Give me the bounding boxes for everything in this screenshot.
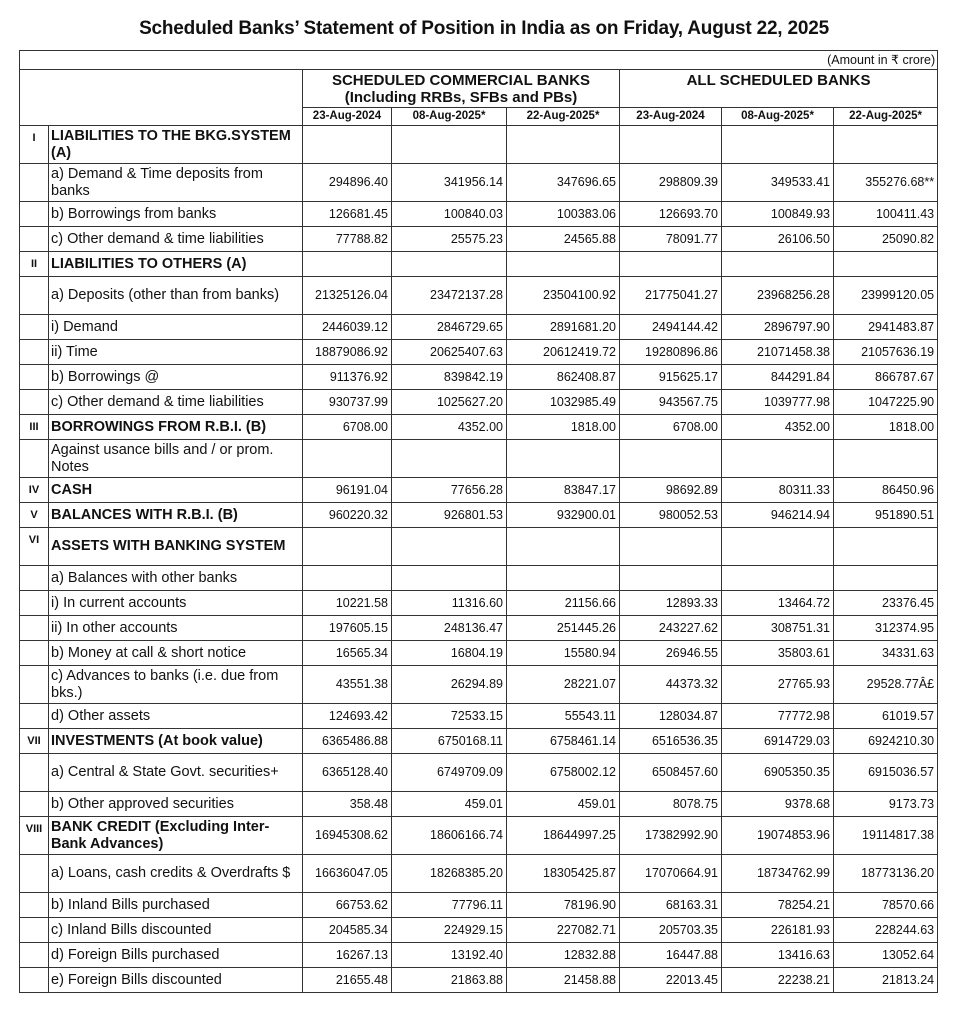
value-cell: 204585.34: [303, 918, 392, 943]
value-cell: 355276.68**: [834, 164, 938, 202]
value-cell: 926801.53: [392, 503, 507, 528]
value-cell: 9173.73: [834, 792, 938, 817]
value-cell: 78196.90: [507, 893, 620, 918]
value-cell: 21057636.19: [834, 340, 938, 365]
row-roman-numeral: [20, 315, 49, 340]
row-roman-numeral: IV: [20, 478, 49, 503]
value-cell: 9378.68: [722, 792, 834, 817]
value-cell: [303, 252, 392, 277]
value-cell: 28221.07: [507, 666, 620, 704]
value-cell: [507, 252, 620, 277]
value-cell: 341956.14: [392, 164, 507, 202]
value-cell: 78091.77: [620, 227, 722, 252]
value-cell: 930737.99: [303, 390, 392, 415]
row-roman-numeral: [20, 202, 49, 227]
value-cell: [507, 126, 620, 164]
row-roman-numeral: I: [20, 126, 49, 164]
value-cell: 100411.43: [834, 202, 938, 227]
value-cell: 23504100.92: [507, 277, 620, 315]
table-row: [20, 893, 938, 918]
date-header: 22-Aug-2025*: [834, 108, 938, 126]
row-roman-numeral: [20, 340, 49, 365]
value-cell: 68163.31: [620, 893, 722, 918]
value-cell: 126693.70: [620, 202, 722, 227]
value-cell: 4352.00: [392, 415, 507, 440]
row-label: c) Advances to banks (i.e. due from bks.): [49, 666, 303, 704]
value-cell: 243227.62: [620, 616, 722, 641]
row-label: ASSETS WITH BANKING SYSTEM: [49, 528, 303, 566]
date-header: 23-Aug-2024: [303, 108, 392, 126]
value-cell: 18734762.99: [722, 855, 834, 893]
row-label: b) Borrowings from banks: [49, 202, 303, 227]
value-cell: 16565.34: [303, 641, 392, 666]
table-row: [20, 729, 938, 754]
value-cell: [834, 566, 938, 591]
value-cell: 862408.87: [507, 365, 620, 390]
value-cell: 27765.93: [722, 666, 834, 704]
value-cell: 6914729.03: [722, 729, 834, 754]
value-cell: 224929.15: [392, 918, 507, 943]
value-cell: 6516536.35: [620, 729, 722, 754]
value-cell: [834, 528, 938, 566]
value-cell: 12893.33: [620, 591, 722, 616]
header-blank-cell: [20, 70, 303, 126]
page-title: Scheduled Banks’ Statement of Position in India as on Friday, August 22, 2025: [139, 18, 829, 39]
value-cell: 55543.11: [507, 704, 620, 729]
value-cell: 18305425.87: [507, 855, 620, 893]
value-cell: 77796.11: [392, 893, 507, 918]
table-row: [20, 440, 938, 478]
value-cell: 6749709.09: [392, 754, 507, 792]
value-cell: [392, 528, 507, 566]
row-roman-numeral: [20, 440, 49, 478]
value-cell: 128034.87: [620, 704, 722, 729]
value-cell: 349533.41: [722, 164, 834, 202]
row-roman-numeral: [20, 390, 49, 415]
value-cell: 312374.95: [834, 616, 938, 641]
row-label: LIABILITIES TO OTHERS (A): [49, 252, 303, 277]
value-cell: [620, 528, 722, 566]
table-row: [20, 478, 938, 503]
value-cell: 20625407.63: [392, 340, 507, 365]
table-row: [20, 340, 938, 365]
value-cell: 78254.21: [722, 893, 834, 918]
value-cell: 932900.01: [507, 503, 620, 528]
value-cell: 1032985.49: [507, 390, 620, 415]
row-roman-numeral: [20, 918, 49, 943]
value-cell: 6750168.11: [392, 729, 507, 754]
value-cell: 13192.40: [392, 943, 507, 968]
row-roman-numeral: [20, 704, 49, 729]
value-cell: [722, 126, 834, 164]
value-cell: 24565.88: [507, 227, 620, 252]
value-cell: 946214.94: [722, 503, 834, 528]
table-row: [20, 616, 938, 641]
row-label: CASH: [49, 478, 303, 503]
value-cell: 22013.45: [620, 968, 722, 993]
value-cell: 1039777.98: [722, 390, 834, 415]
value-cell: 6915036.57: [834, 754, 938, 792]
row-roman-numeral: [20, 591, 49, 616]
value-cell: 911376.92: [303, 365, 392, 390]
value-cell: 18268385.20: [392, 855, 507, 893]
value-cell: 21071458.38: [722, 340, 834, 365]
value-cell: 21655.48: [303, 968, 392, 993]
value-cell: 226181.93: [722, 918, 834, 943]
value-cell: 10221.58: [303, 591, 392, 616]
value-cell: 26106.50: [722, 227, 834, 252]
value-cell: 1818.00: [507, 415, 620, 440]
value-cell: 77788.82: [303, 227, 392, 252]
row-roman-numeral: [20, 616, 49, 641]
row-label: c) Inland Bills discounted: [49, 918, 303, 943]
row-label: b) Money at call & short notice: [49, 641, 303, 666]
value-cell: 2941483.87: [834, 315, 938, 340]
value-cell: 16945308.62: [303, 817, 392, 855]
row-label: a) Deposits (other than from banks): [49, 277, 303, 315]
row-roman-numeral: [20, 792, 49, 817]
table-row: [20, 528, 938, 566]
statement-table: [19, 50, 938, 993]
value-cell: 197605.15: [303, 616, 392, 641]
value-cell: 459.01: [507, 792, 620, 817]
value-cell: [507, 528, 620, 566]
row-label: BANK CREDIT (Excluding Inter-Bank Advances): [49, 817, 303, 855]
row-roman-numeral: III: [20, 415, 49, 440]
value-cell: 43551.38: [303, 666, 392, 704]
table-row: [20, 566, 938, 591]
row-roman-numeral: [20, 893, 49, 918]
value-cell: 21156.66: [507, 591, 620, 616]
value-cell: 951890.51: [834, 503, 938, 528]
value-cell: 347696.65: [507, 164, 620, 202]
value-cell: 19280896.86: [620, 340, 722, 365]
table-row: [20, 252, 938, 277]
value-cell: 308751.31: [722, 616, 834, 641]
row-label: i) Demand: [49, 315, 303, 340]
value-cell: 21325126.04: [303, 277, 392, 315]
value-cell: 61019.57: [834, 704, 938, 729]
table-row: [20, 855, 938, 893]
row-roman-numeral: V: [20, 503, 49, 528]
value-cell: 124693.42: [303, 704, 392, 729]
value-cell: 126681.45: [303, 202, 392, 227]
value-cell: 100849.93: [722, 202, 834, 227]
value-cell: 6708.00: [303, 415, 392, 440]
value-cell: 251445.26: [507, 616, 620, 641]
table-row: [20, 315, 938, 340]
row-roman-numeral: [20, 666, 49, 704]
group-header-all-scheduled-banks: ALL SCHEDULED BANKS: [620, 70, 938, 108]
value-cell: 26946.55: [620, 641, 722, 666]
row-roman-numeral: [20, 164, 49, 202]
value-cell: 66753.62: [303, 893, 392, 918]
value-cell: 23968256.28: [722, 277, 834, 315]
value-cell: 205703.35: [620, 918, 722, 943]
value-cell: 1047225.90: [834, 390, 938, 415]
value-cell: 23472137.28: [392, 277, 507, 315]
row-label: b) Inland Bills purchased: [49, 893, 303, 918]
table-row: [20, 126, 938, 164]
value-cell: 23999120.05: [834, 277, 938, 315]
table-row: [20, 164, 938, 202]
value-cell: 11316.60: [392, 591, 507, 616]
value-cell: 18773136.20: [834, 855, 938, 893]
row-label: BORROWINGS FROM R.B.I. (B): [49, 415, 303, 440]
value-cell: [834, 252, 938, 277]
value-cell: 4352.00: [722, 415, 834, 440]
value-cell: 13052.64: [834, 943, 938, 968]
value-cell: [722, 252, 834, 277]
value-cell: [834, 126, 938, 164]
value-cell: [620, 440, 722, 478]
row-label: c) Other demand & time liabilities: [49, 390, 303, 415]
scb-title: SCHEDULED COMMERCIAL BANKS: [331, 72, 591, 89]
value-cell: 83847.17: [507, 478, 620, 503]
row-label: e) Foreign Bills discounted: [49, 968, 303, 993]
value-cell: 86450.96: [834, 478, 938, 503]
value-cell: 2896797.90: [722, 315, 834, 340]
value-cell: 35803.61: [722, 641, 834, 666]
value-cell: 20612419.72: [507, 340, 620, 365]
row-label: i) In current accounts: [49, 591, 303, 616]
row-roman-numeral: [20, 855, 49, 893]
value-cell: 17070664.91: [620, 855, 722, 893]
value-cell: 6708.00: [620, 415, 722, 440]
value-cell: 2891681.20: [507, 315, 620, 340]
value-cell: 96191.04: [303, 478, 392, 503]
value-cell: 1025627.20: [392, 390, 507, 415]
row-roman-numeral: [20, 277, 49, 315]
value-cell: 29528.77Â£: [834, 666, 938, 704]
value-cell: 8078.75: [620, 792, 722, 817]
value-cell: 960220.32: [303, 503, 392, 528]
value-cell: [620, 566, 722, 591]
row-label: c) Other demand & time liabilities: [49, 227, 303, 252]
value-cell: [392, 252, 507, 277]
value-cell: [507, 440, 620, 478]
row-label: ii) In other accounts: [49, 616, 303, 641]
value-cell: 78570.66: [834, 893, 938, 918]
row-label: a) Loans, cash credits & Overdrafts $: [49, 855, 303, 893]
table-row: [20, 503, 938, 528]
value-cell: 16267.13: [303, 943, 392, 968]
table-row: [20, 390, 938, 415]
value-cell: 98692.89: [620, 478, 722, 503]
table-row: [20, 666, 938, 704]
value-cell: 18606166.74: [392, 817, 507, 855]
value-cell: [722, 440, 834, 478]
unit-note: (Amount in ₹ crore): [20, 51, 938, 70]
value-cell: 72533.15: [392, 704, 507, 729]
row-roman-numeral: [20, 943, 49, 968]
value-cell: 6365486.88: [303, 729, 392, 754]
value-cell: [392, 440, 507, 478]
value-cell: 15580.94: [507, 641, 620, 666]
group-header-scb: [303, 70, 620, 108]
value-cell: 2494144.42: [620, 315, 722, 340]
row-roman-numeral: VII: [20, 729, 49, 754]
value-cell: 22238.21: [722, 968, 834, 993]
value-cell: 21863.88: [392, 968, 507, 993]
value-cell: 12832.88: [507, 943, 620, 968]
row-label: a) Demand & Time deposits from banks: [49, 164, 303, 202]
row-roman-numeral: [20, 968, 49, 993]
value-cell: 866787.67: [834, 365, 938, 390]
value-cell: 21813.24: [834, 968, 938, 993]
row-label: b) Other approved securities: [49, 792, 303, 817]
value-cell: 2846729.65: [392, 315, 507, 340]
row-roman-numeral: [20, 227, 49, 252]
date-header: 08-Aug-2025*: [722, 108, 834, 126]
table-row: [20, 754, 938, 792]
row-roman-numeral: [20, 641, 49, 666]
value-cell: [507, 566, 620, 591]
value-cell: 18644997.25: [507, 817, 620, 855]
value-cell: 100383.06: [507, 202, 620, 227]
row-label: b) Borrowings @: [49, 365, 303, 390]
value-cell: 21458.88: [507, 968, 620, 993]
value-cell: [303, 440, 392, 478]
value-cell: [392, 566, 507, 591]
table-row: [20, 792, 938, 817]
date-header: 08-Aug-2025*: [392, 108, 507, 126]
value-cell: 980052.53: [620, 503, 722, 528]
value-cell: 943567.75: [620, 390, 722, 415]
row-roman-numeral: [20, 365, 49, 390]
value-cell: 6758002.12: [507, 754, 620, 792]
value-cell: 18879086.92: [303, 340, 392, 365]
value-cell: 228244.63: [834, 918, 938, 943]
value-cell: 80311.33: [722, 478, 834, 503]
value-cell: 6508457.60: [620, 754, 722, 792]
table-row: [20, 227, 938, 252]
value-cell: 17382992.90: [620, 817, 722, 855]
table-row: [20, 365, 938, 390]
table-row: [20, 943, 938, 968]
date-header: 22-Aug-2025*: [507, 108, 620, 126]
value-cell: 915625.17: [620, 365, 722, 390]
value-cell: 227082.71: [507, 918, 620, 943]
value-cell: 16447.88: [620, 943, 722, 968]
value-cell: [303, 126, 392, 164]
row-label: a) Central & State Govt. securities+: [49, 754, 303, 792]
row-label: Against usance bills and / or prom. Notes: [49, 440, 303, 478]
table-row: [20, 704, 938, 729]
table-row: [20, 817, 938, 855]
value-cell: 6758461.14: [507, 729, 620, 754]
value-cell: 6905350.35: [722, 754, 834, 792]
value-cell: [620, 252, 722, 277]
value-cell: 294896.40: [303, 164, 392, 202]
value-cell: 358.48: [303, 792, 392, 817]
table-row: [20, 202, 938, 227]
value-cell: 21775041.27: [620, 277, 722, 315]
value-cell: 1818.00: [834, 415, 938, 440]
value-cell: 77656.28: [392, 478, 507, 503]
value-cell: 16804.19: [392, 641, 507, 666]
value-cell: 6924210.30: [834, 729, 938, 754]
value-cell: 839842.19: [392, 365, 507, 390]
value-cell: [303, 566, 392, 591]
value-cell: 19114817.38: [834, 817, 938, 855]
value-cell: [303, 528, 392, 566]
value-cell: 459.01: [392, 792, 507, 817]
row-label: INVESTMENTS (At book value): [49, 729, 303, 754]
row-roman-numeral: [20, 754, 49, 792]
value-cell: 248136.47: [392, 616, 507, 641]
table-row: [20, 641, 938, 666]
value-cell: 19074853.96: [722, 817, 834, 855]
value-cell: [834, 440, 938, 478]
table-row: [20, 968, 938, 993]
value-cell: 6365128.40: [303, 754, 392, 792]
value-cell: [620, 126, 722, 164]
row-label: d) Foreign Bills purchased: [49, 943, 303, 968]
table-row: [20, 918, 938, 943]
value-cell: 16636047.05: [303, 855, 392, 893]
value-cell: 26294.89: [392, 666, 507, 704]
date-header: 23-Aug-2024: [620, 108, 722, 126]
row-label: ii) Time: [49, 340, 303, 365]
value-cell: [722, 528, 834, 566]
row-roman-numeral: [20, 566, 49, 591]
table-row: [20, 277, 938, 315]
value-cell: 298809.39: [620, 164, 722, 202]
value-cell: 77772.98: [722, 704, 834, 729]
value-cell: 844291.84: [722, 365, 834, 390]
row-roman-numeral: II: [20, 252, 49, 277]
table-row: [20, 591, 938, 616]
row-label: d) Other assets: [49, 704, 303, 729]
value-cell: 13416.63: [722, 943, 834, 968]
table-row: [20, 415, 938, 440]
statement-body: [20, 126, 938, 993]
row-roman-numeral: VIII: [20, 817, 49, 855]
value-cell: [722, 566, 834, 591]
value-cell: 44373.32: [620, 666, 722, 704]
value-cell: 23376.45: [834, 591, 938, 616]
row-label: a) Balances with other banks: [49, 566, 303, 591]
value-cell: 34331.63: [834, 641, 938, 666]
value-cell: 25575.23: [392, 227, 507, 252]
value-cell: 100840.03: [392, 202, 507, 227]
value-cell: 13464.72: [722, 591, 834, 616]
value-cell: 2446039.12: [303, 315, 392, 340]
row-label: BALANCES WITH R.B.I. (B): [49, 503, 303, 528]
value-cell: [392, 126, 507, 164]
row-roman-numeral: VI: [20, 528, 49, 566]
row-label: LIABILITIES TO THE BKG.SYSTEM (A): [49, 126, 303, 164]
scb-subtitle: (Including RRBs, SFBs and PBs): [344, 89, 578, 106]
value-cell: 25090.82: [834, 227, 938, 252]
